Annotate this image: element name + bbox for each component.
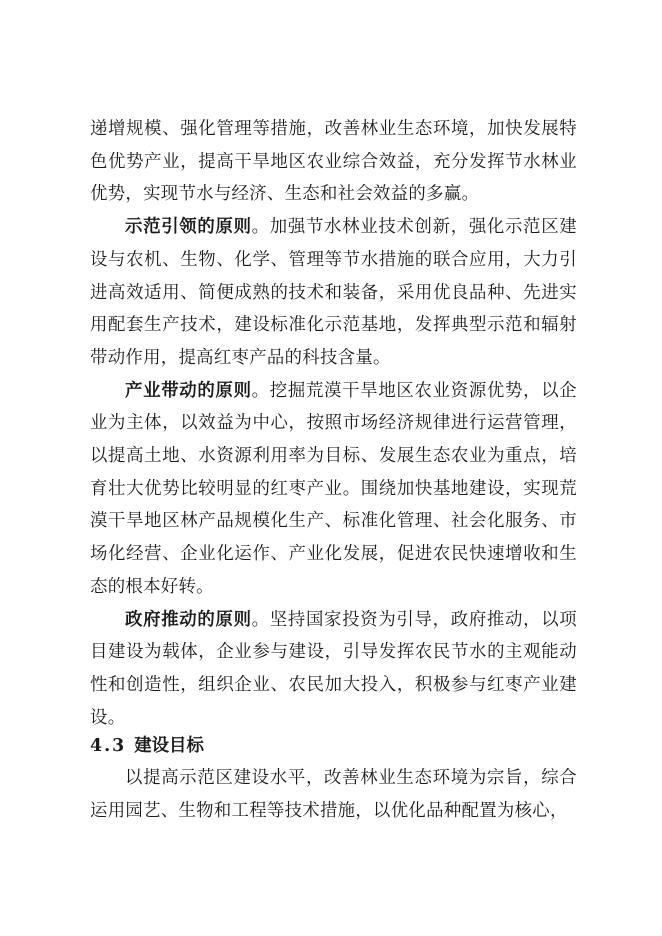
principle-lead: 示范引领的原则 (125, 217, 252, 238)
principle-text: 。坚持国家投资为引导，政府推动，以项目建设为载体，企业参与建设，引导发挥农民节水的主观能动性和创造性，组织企业、农民加大投入，积极参与红枣产业建设。 (90, 609, 577, 728)
section-paragraph: 以提高示范区建设水平，改善林业生态环境为宗旨，综合运用园艺、生物和工程等技术措施，以优化品种配置为核心， (90, 768, 577, 821)
principle-lead: 产业带动的原则 (125, 380, 252, 401)
principle-paragraph-industry (90, 375, 577, 604)
section-title: 建设目标 (134, 736, 204, 756)
section-body (90, 762, 577, 827)
continuation-paragraph: 递增规模、强化管理等措施，改善林业生态环境，加快发展特色优势产业，提高干旱地区农业综合效益，充分发挥节水林业优势，实现节水与经济、生态和社会效益的多赢。 (90, 119, 577, 205)
principle-lead: 政府推动的原则 (125, 609, 252, 630)
principle-text: 。挖掘荒漠干旱地区农业资源优势，以企业为主体，以效益为中心，按照市场经济规律进行运营管理，以提高土地、水资源利用率为目标、发展生态农业为重点，培育壮大优势比较明显的红枣产业。围绕加快基地建设，实现荒漠干旱地区林产品规模化生产、标准化管理、社会化服务、市场化经营、企业化运作、产业化发展，促进农民快速增收和生态的根本好转。 (90, 380, 577, 597)
section-number: 4.3 (90, 736, 127, 756)
principle-paragraph-government (90, 604, 577, 735)
principles-body (90, 113, 577, 734)
section-heading (90, 730, 577, 763)
principle-text: 。加强节水林业技术创新，强化示范区建设与农机、生物、化学、管理等节水措施的联合应用，大力引进高效适用、简便成熟的技术和装备，采用优良品种、先进实用配套生产技术，建设标准化示范基地，发挥典型示范和辐射带动作用，提高红枣产品的科技含量。 (90, 217, 577, 368)
principle-paragraph-demonstration (90, 211, 577, 375)
